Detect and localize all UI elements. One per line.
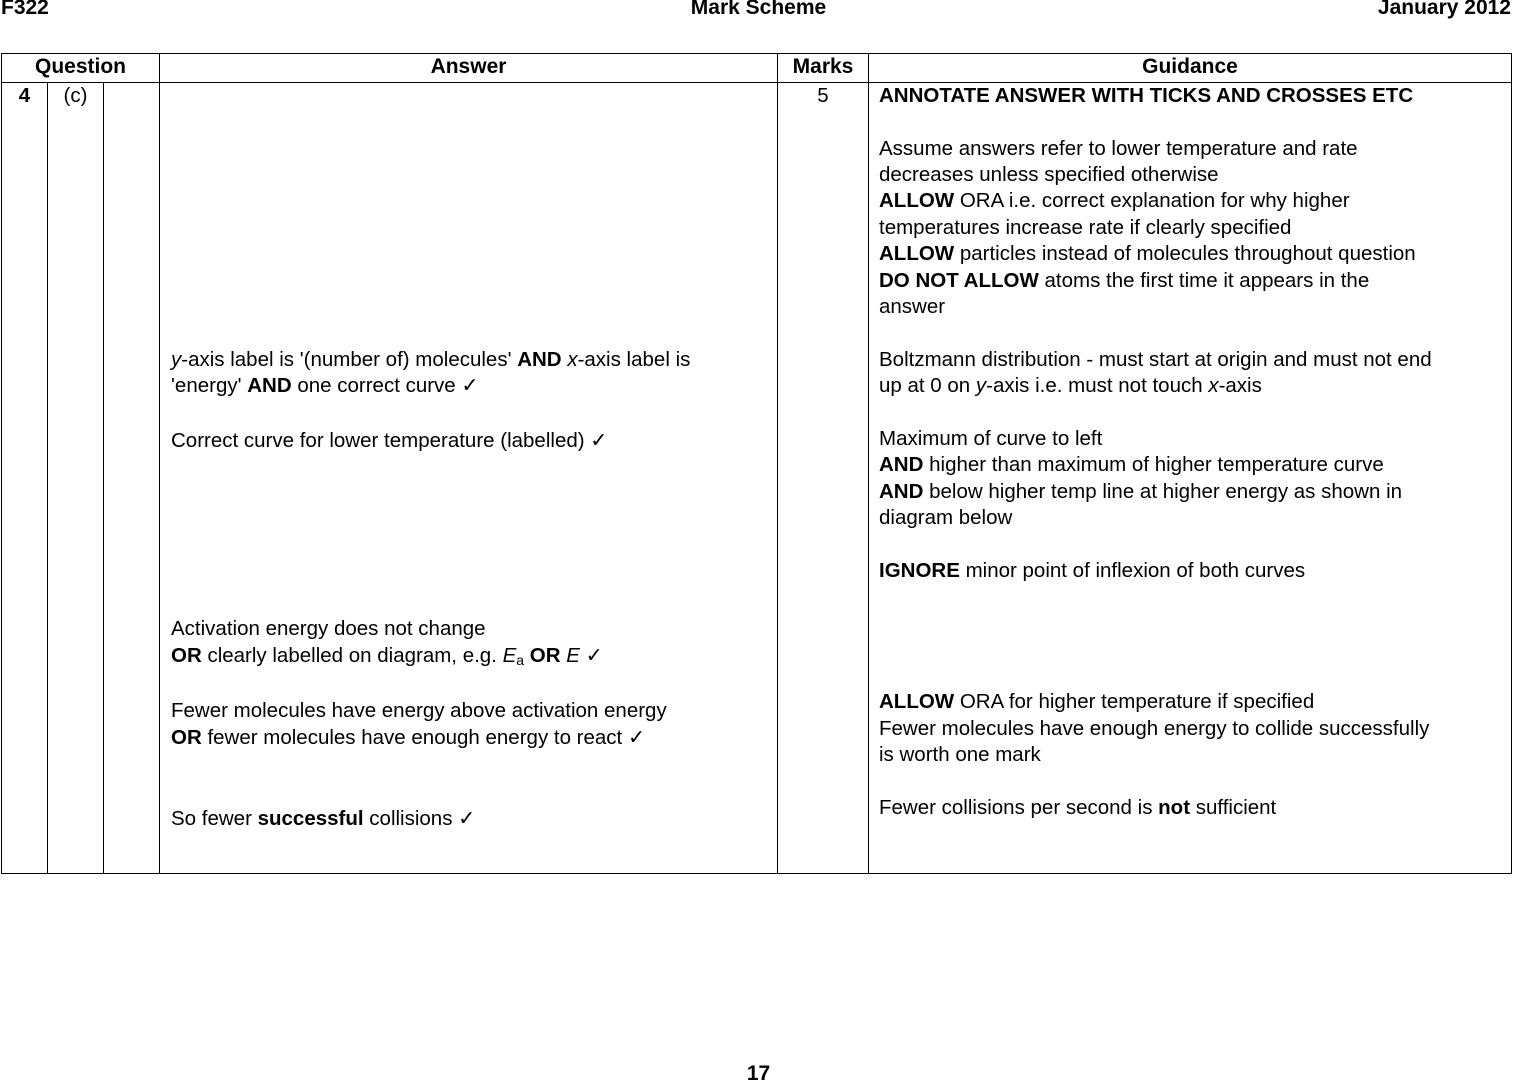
subject-code: F322 [1,0,49,19]
table-row [2,83,1512,874]
guidance-line: AND below higher temp line at higher energy as shown in [879,480,1403,503]
answer-cell [160,83,778,874]
guidance-line: temperatures increase rate if clearly specified [879,216,1292,239]
table-header-row [2,54,1512,83]
guidance-line: decreases unless specified otherwise [879,163,1219,186]
marks-cell [778,83,869,874]
question-part: (c) [63,84,88,107]
answer-line: Fewer molecules have energy above activation energy [171,699,667,722]
answer-line: Activation energy does not change [171,617,486,640]
marks-value: 5 [817,84,829,107]
guidance-line: ALLOW ORA i.e. correct explanation for why higher [879,189,1350,212]
guidance-line: ALLOW particles instead of molecules throughout question [879,242,1416,265]
guidance-line: Fewer molecules have enough energy to collide successfully [879,717,1430,740]
guidance-line: DO NOT ALLOW atoms the first time it appears in the [879,269,1370,292]
marks-header: Marks [778,54,869,83]
answer-line: 'energy' AND one correct curve ✓ [171,374,479,397]
answer-line: y-axis label is '(number of) molecules' AND x-axis label is [171,348,691,371]
document-title: Mark Scheme [690,0,827,19]
guidance-line: diagram below [879,506,1013,529]
question-number: 4 [18,84,31,107]
question-subpart-cell [104,83,160,874]
guidance-line: Maximum of curve to left [879,427,1103,450]
guidance-line: is worth one mark [879,743,1041,766]
mark-scheme-table [1,53,1512,874]
guidance-cell [869,83,1512,874]
question-number-cell [2,83,48,874]
guidance-line: answer [879,295,946,318]
answer-line: OR fewer molecules have enough energy to react ✓ [171,726,646,749]
question-part-cell [48,83,104,874]
guidance-line: Assume answers refer to lower temperature and rate [879,137,1358,160]
question-header: Question [2,54,160,83]
answer-header: Answer [160,54,778,83]
answer-line: OR clearly labelled on diagram, e.g. $E_a$ OR E ✓ [171,644,603,668]
page-number: 17 [746,1062,771,1085]
guidance-line: IGNORE minor point of inflexion of both curves [879,559,1306,582]
guidance-line: ALLOW ORA for higher temperature if specified [879,690,1315,713]
answer-line: So fewer successful collisions ✓ [171,807,476,830]
guidance-header: Guidance [869,54,1512,83]
guidance-line: up at 0 on y-axis i.e. must not touch x-axis [879,374,1262,397]
guidance-line: ANNOTATE ANSWER WITH TICKS AND CROSSES ETC [879,84,1414,107]
exam-date: January 2012 [1377,0,1511,19]
guidance-line: Fewer collisions per second is not sufficient [879,796,1277,819]
guidance-line: Boltzmann distribution - must start at origin and must not end [879,348,1432,371]
guidance-line: AND higher than maximum of higher temperature curve [879,453,1384,476]
answer-line: Correct curve for lower temperature (labelled) ✓ [171,429,608,452]
